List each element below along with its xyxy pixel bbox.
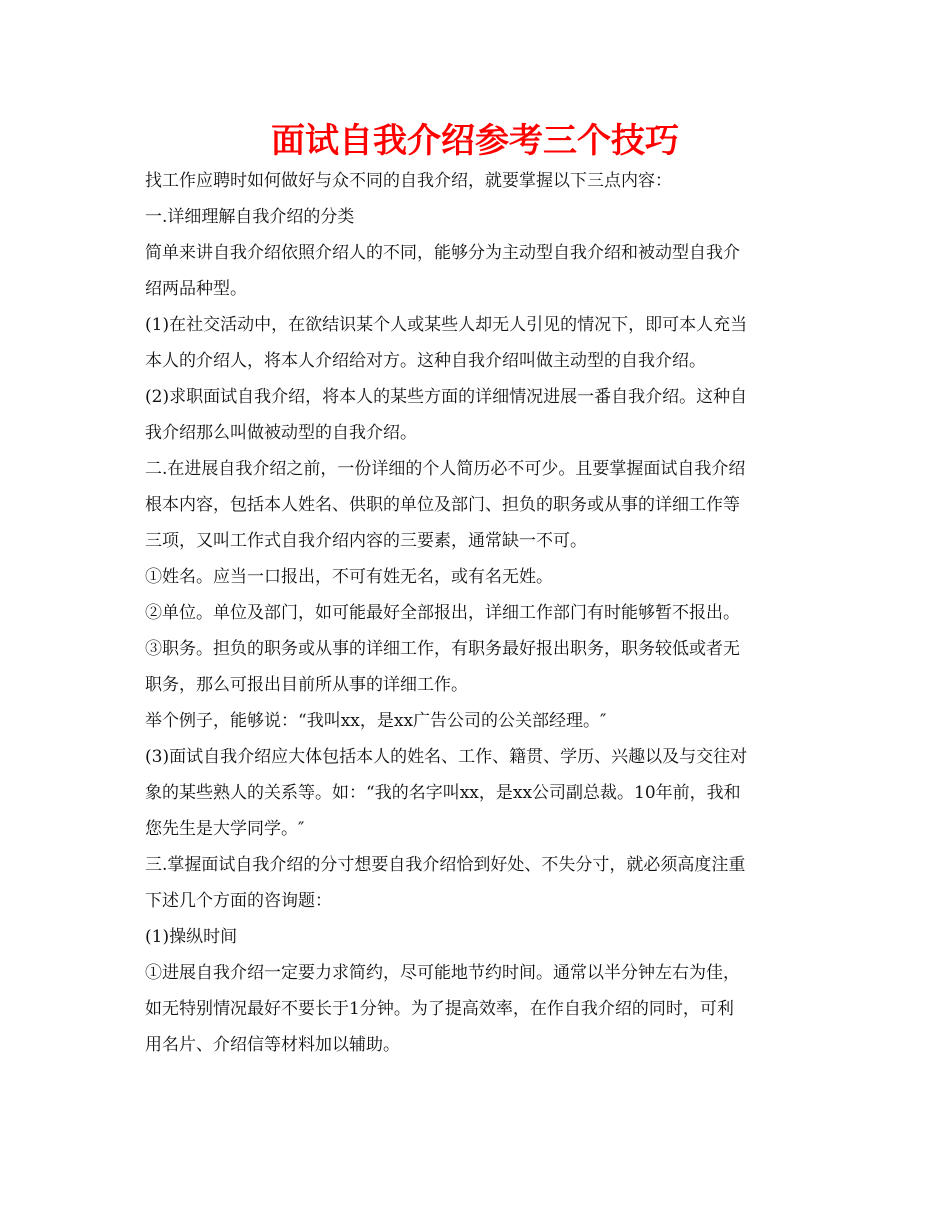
body-line: 用名片、介绍信等材料加以辅助。 xyxy=(145,1035,400,1055)
body-line: 根本内容，包括本人姓名、供职的单位及部门、担负的职务或从事的详细工作等 xyxy=(145,495,740,515)
document-body xyxy=(145,163,815,1063)
section-heading: 三.掌握面试自我介绍的分寸想要自我介绍恰到好处、不失分寸，就必须高度注重 xyxy=(145,855,746,875)
body-line: 绍两品种型。 xyxy=(145,279,247,299)
subsection-heading: (1)操纵时间 xyxy=(145,927,238,947)
list-item: ①进展自我介绍一定要力求简约，尽可能地节约时间。通常以半分钟左右为佳， xyxy=(145,963,740,983)
body-line: 下述几个方面的咨询题： xyxy=(145,891,332,911)
section-heading: 一.详细理解自我介绍的分类 xyxy=(145,207,355,227)
body-line: 三项，又叫工作式自我介绍内容的三要素，通常缺一不可。 xyxy=(145,531,587,551)
list-item: ③职务。担负的职务或从事的详细工作，有职务最好报出职务，职务较低或者无 xyxy=(145,639,740,659)
list-item: ②单位。单位及部门，如可能最好全部报出，详细工作部门有时能够暂不报出。 xyxy=(145,603,740,623)
body-line: 如无特别情况最好不要长于1分钟。为了提高效率，在作自我介绍的同时，可利 xyxy=(145,999,734,1019)
list-item: ①姓名。应当一口报出，不可有姓无名，或有名无姓。 xyxy=(145,567,553,587)
body-line: 找工作应聘时如何做好与众不同的自我介绍，就要掌握以下三点内容： xyxy=(145,171,672,191)
body-line: 简单来讲自我介绍依照介绍人的不同，能够分为主动型自我介绍和被动型自我介 xyxy=(145,243,740,263)
body-line: 本人的介绍人，将本人介绍给对方。这种自我介绍叫做主动型的自我介绍。 xyxy=(145,351,706,371)
body-line: (3)面试自我介绍应大体包括本人的姓名、工作、籍贯、学历、兴趣以及与交往对 xyxy=(145,747,748,767)
body-line: 我介绍那么叫做被动型的自我介绍。 xyxy=(145,423,417,443)
body-line: 您先生是大学同学。″ xyxy=(145,819,305,839)
body-line: (2)求职面试自我介绍，将本人的某些方面的详细情况进展一番自我介绍。这种自 xyxy=(145,387,748,407)
section-heading: 二.在进展自我介绍之前，一份详细的个人简历必不可少。且要掌握面试自我介绍 xyxy=(145,459,746,479)
body-line: 职务，那么可报出目前所从事的详细工作。 xyxy=(145,675,468,695)
body-line: 举个例子，能够说：“我叫xx，是xx广告公司的公关部经理。″ xyxy=(145,711,607,731)
body-line: 象的某些熟人的关系等。如：“我的名字叫xx，是xx公司副总裁。10年前，我和 xyxy=(145,783,741,803)
document-title: 面试自我介绍参考三个技巧 xyxy=(271,121,679,161)
body-line: (1)在社交活动中，在欲结识某个人或某些人却无人引见的情况下，即可本人充当 xyxy=(145,315,748,335)
